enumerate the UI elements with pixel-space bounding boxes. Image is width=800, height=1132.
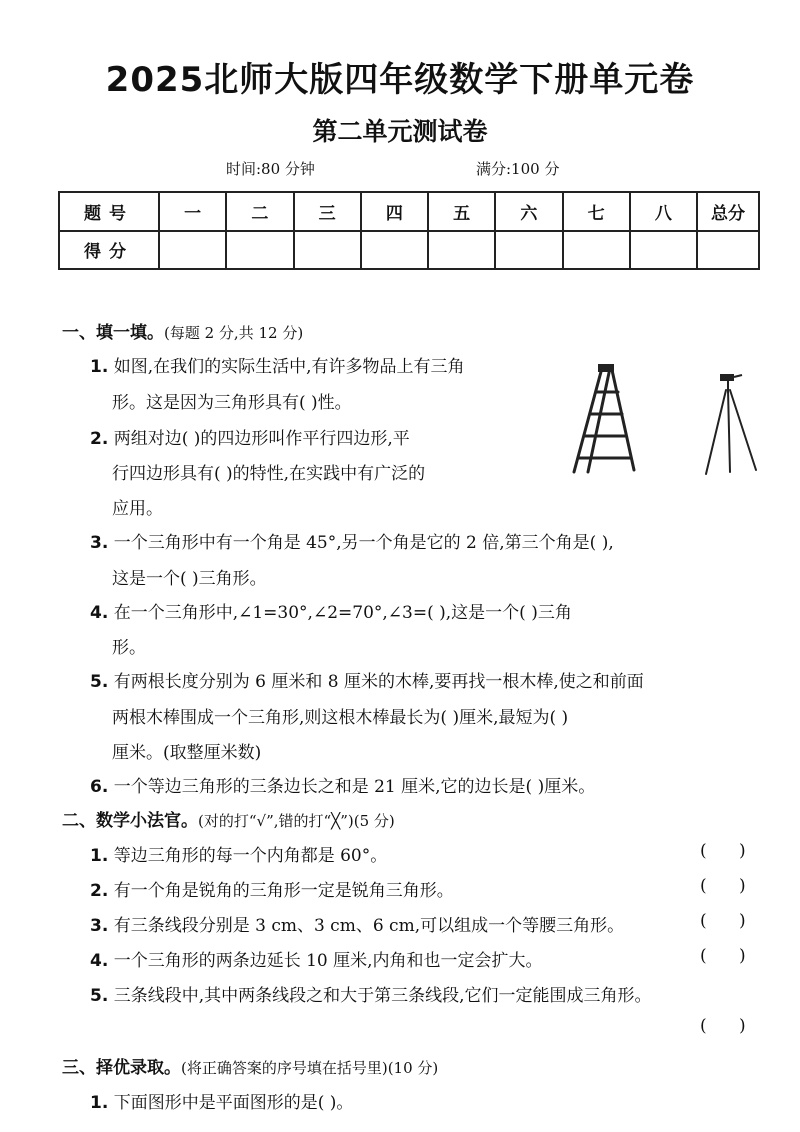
answer-bracket[interactable]: ( )	[700, 946, 746, 966]
question-line	[90, 352, 465, 377]
judge-item	[90, 911, 624, 936]
score-table-cell: 二	[226, 192, 293, 231]
question-text: 行四边形具有( )的特性,在实践中有广泛的	[112, 464, 426, 484]
question-text: 应用。	[112, 499, 163, 519]
question-text: 两根木棒围成一个三角形,则这根木棒最长为( )厘米,最短为( )	[112, 708, 569, 728]
question-text: 一个等边三角形的三条边长之和是 21 厘米,它的边长是( )厘米。	[113, 777, 596, 797]
section-title: 二、数学小法官。	[62, 811, 198, 831]
question-line	[90, 528, 614, 553]
question-text: 两组对边( )的四边形叫作平行四边形,平	[113, 429, 410, 449]
full-score: 满分:100 分	[476, 160, 560, 178]
question-text: 这是一个( )三角形。	[112, 569, 267, 589]
score-input-cell[interactable]	[563, 231, 630, 270]
judge-item	[90, 946, 543, 971]
question-number: 4.	[90, 951, 109, 971]
question-number: 3.	[90, 533, 109, 553]
exam-time: 时间:80 分钟	[226, 160, 315, 178]
score-table-cell: 题号	[59, 192, 159, 231]
question-text: 如图,在我们的实际生活中,有许多物品上有三角	[113, 357, 465, 377]
question-line	[112, 494, 163, 519]
score-table-cell: 五	[428, 192, 495, 231]
question-text: 三条线段中,其中两条线段之和大于第三条线段,它们一定能围成三角形。	[113, 986, 652, 1006]
section-note: (对的打“√”,错的打“╳”)(5 分)	[198, 812, 395, 830]
answer-bracket[interactable]: ( )	[700, 876, 746, 896]
score-table-cell: 三	[294, 192, 361, 231]
section-note: (每题 2 分,共 12 分)	[164, 324, 304, 342]
score-input-cell[interactable]	[428, 231, 495, 270]
question-text: 有两根长度分别为 6 厘米和 8 厘米的木棒,要再找一根木棒,使之和前面	[113, 672, 644, 692]
question-text: 下面图形中是平面图形的是( )。	[113, 1093, 354, 1113]
question-text: 厘米。(取整厘米数)	[112, 743, 262, 763]
question-text: 形。	[112, 638, 146, 658]
question-number: 4.	[90, 603, 109, 623]
page-title: 2025北师大版四年级数学下册单元卷	[105, 60, 695, 100]
judge-item	[90, 876, 454, 901]
answer-bracket[interactable]: ( )	[700, 1016, 746, 1036]
score-input-cell[interactable]	[159, 231, 226, 270]
question-number: 2.	[90, 881, 109, 901]
page-subtitle: 第二单元测试卷	[312, 117, 488, 146]
question-line	[112, 703, 568, 728]
question-line	[112, 633, 146, 658]
answer-bracket[interactable]: ( )	[700, 841, 746, 861]
question-line	[90, 1088, 353, 1113]
question-text: 一个三角形的两条边延长 10 厘米,内角和也一定会扩大。	[113, 951, 543, 971]
question-line	[112, 388, 352, 413]
judge-item	[90, 841, 387, 866]
score-table-cell: 总分	[697, 192, 759, 231]
judge-item	[90, 981, 652, 1006]
question-number: 5.	[90, 986, 109, 1006]
question-text: 在一个三角形中,∠1=30°,∠2=70°,∠3=( ),这是一个( )三角	[113, 603, 572, 623]
section-3-heading	[62, 1053, 438, 1078]
section-1-heading	[62, 318, 303, 343]
question-line	[90, 772, 595, 797]
question-text: 一个三角形中有一个角是 45°,另一个角是它的 2 倍,第三个角是( ),	[113, 533, 614, 553]
section-title: 一、填一填。	[62, 323, 164, 343]
section-note: (将正确答案的序号填在括号里)(10 分)	[181, 1059, 439, 1077]
score-table	[58, 191, 760, 270]
question-line	[90, 424, 410, 449]
question-number: 3.	[90, 916, 109, 936]
question-line	[112, 459, 425, 484]
score-table-cell: 得分	[59, 231, 159, 270]
score-table-cell: 四	[361, 192, 428, 231]
score-input-cell[interactable]	[294, 231, 361, 270]
question-text: 有三条线段分别是 3 cm、3 cm、6 cm,可以组成一个等腰三角形。	[113, 916, 625, 936]
score-table-cell: 七	[563, 192, 630, 231]
question-number: 1.	[90, 357, 109, 377]
score-table-score-row	[59, 231, 759, 270]
score-table-cell: 八	[630, 192, 697, 231]
question-line	[90, 667, 644, 692]
question-line	[90, 598, 572, 623]
score-table-header-row	[59, 192, 759, 231]
question-line	[112, 738, 261, 763]
section-title: 三、择优录取。	[62, 1058, 181, 1078]
question-number: 2.	[90, 429, 109, 449]
question-number: 6.	[90, 777, 109, 797]
question-text: 形。这是因为三角形具有( )性。	[112, 393, 352, 413]
section-2-heading	[62, 806, 395, 831]
tripod-icon	[700, 370, 760, 478]
score-table-cell: 一	[159, 192, 226, 231]
question-line	[112, 564, 267, 589]
score-input-cell[interactable]	[361, 231, 428, 270]
score-input-cell[interactable]	[226, 231, 293, 270]
score-input-cell[interactable]	[697, 231, 759, 270]
answer-bracket[interactable]: ( )	[700, 911, 746, 931]
score-input-cell[interactable]	[495, 231, 562, 270]
question-number: 5.	[90, 672, 109, 692]
score-input-cell[interactable]	[630, 231, 697, 270]
question-number: 1.	[90, 1093, 109, 1113]
question-text: 等边三角形的每一个内角都是 60°。	[113, 846, 388, 866]
score-table-cell: 六	[495, 192, 562, 231]
question-text: 有一个角是锐角的三角形一定是锐角三角形。	[113, 881, 454, 901]
question-number: 1.	[90, 846, 109, 866]
ladder-icon	[566, 362, 638, 478]
